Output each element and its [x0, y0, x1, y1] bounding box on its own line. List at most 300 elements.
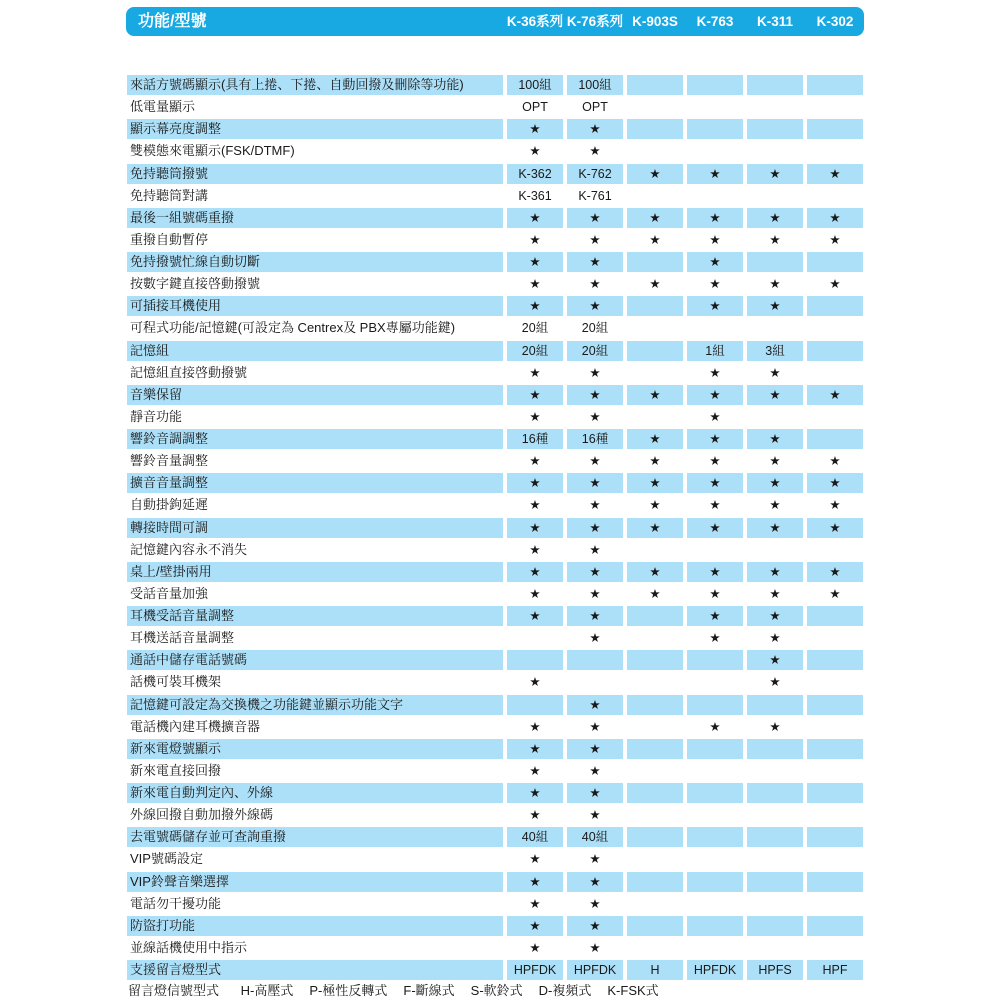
- star-cell: ★: [627, 208, 683, 228]
- star-cell: ★: [709, 631, 721, 645]
- star-cell: ★: [567, 916, 623, 936]
- table-row: [126, 827, 864, 847]
- feature-value-cell: [807, 827, 863, 847]
- feature-label: 可插接耳機使用: [127, 296, 503, 316]
- feature-value-cell: [747, 827, 803, 847]
- header-bar: [126, 7, 864, 36]
- star-cell: ★: [529, 852, 541, 866]
- feature-value-cell: 40組: [507, 827, 563, 847]
- star-cell: ★: [589, 543, 601, 557]
- feature-value-cell: HPFS: [747, 960, 803, 980]
- feature-label: 新來電直接回撥: [130, 763, 222, 778]
- star-cell: ★: [807, 473, 863, 493]
- feature-value-cell: [627, 186, 683, 206]
- star-cell: ★: [747, 606, 803, 626]
- star-cell: ★: [747, 208, 803, 228]
- feature-value-cell: [687, 916, 743, 936]
- table-row: [126, 584, 864, 604]
- legend-footer: [128, 981, 675, 1000]
- feature-value-cell: [687, 827, 743, 847]
- feature-type-label: 功能/型號: [138, 13, 207, 30]
- star-cell: ★: [567, 119, 623, 139]
- table-row: [126, 429, 864, 449]
- star-cell: ★: [507, 562, 563, 582]
- feature-value-cell: [807, 407, 863, 427]
- feature-value-cell: [807, 628, 863, 648]
- feature-value-cell: [807, 805, 863, 825]
- table-row: [126, 628, 864, 648]
- feature-label: 新來電燈號顯示: [127, 739, 503, 759]
- feature-value-cell: HPFDK: [567, 960, 623, 980]
- star-cell: ★: [567, 296, 623, 316]
- star-cell: ★: [709, 233, 721, 247]
- star-cell: ★: [567, 783, 623, 803]
- star-cell: ★: [589, 144, 601, 158]
- table-row: [126, 385, 864, 405]
- star-cell: ★: [627, 429, 683, 449]
- feature-value-cell: [747, 739, 803, 759]
- star-cell: ★: [649, 454, 661, 468]
- star-cell: ★: [687, 164, 743, 184]
- table-row: [126, 341, 864, 361]
- feature-value-cell: [687, 872, 743, 892]
- star-cell: ★: [687, 562, 743, 582]
- feature-value-cell: [807, 761, 863, 781]
- feature-label: 受話音量加強: [130, 586, 209, 601]
- table-row: [126, 252, 864, 272]
- feature-label: 最後一組號碼重撥: [127, 208, 503, 228]
- table-row: [126, 473, 864, 493]
- star-cell: ★: [567, 208, 623, 228]
- star-cell: ★: [687, 385, 743, 405]
- star-cell: ★: [589, 808, 601, 822]
- star-cell: ★: [567, 739, 623, 759]
- star-cell: ★: [589, 233, 601, 247]
- feature-value-cell: [747, 119, 803, 139]
- star-cell: ★: [567, 562, 623, 582]
- feature-value-cell: OPT: [522, 100, 548, 114]
- feature-label: 來話方號碼顯示(具有上捲、下捲、自動回撥及刪除等功能): [127, 75, 503, 95]
- star-cell: ★: [529, 764, 541, 778]
- feature-value-cell: [627, 805, 683, 825]
- feature-label: 免持撥號忙線自動切斷: [127, 252, 503, 272]
- feature-value-cell: K-361: [518, 189, 552, 203]
- feature-value-cell: [807, 363, 863, 383]
- star-cell: ★: [507, 916, 563, 936]
- feature-value-cell: [687, 75, 743, 95]
- star-cell: ★: [747, 562, 803, 582]
- table-row: [126, 186, 864, 206]
- star-cell: ★: [589, 720, 601, 734]
- star-cell: ★: [627, 518, 683, 538]
- feature-label: VIP鈴聲音樂選擇: [127, 872, 503, 892]
- feature-label: 記憶組: [127, 341, 503, 361]
- feature-label: 防盜打功能: [127, 916, 503, 936]
- model-column-header: K-36系列: [506, 14, 564, 29]
- table-row: [126, 849, 864, 869]
- legend-item: F-斷線式: [403, 983, 455, 998]
- feature-value-cell: [627, 407, 683, 427]
- star-cell: ★: [567, 872, 623, 892]
- model-column-header: K-763: [696, 14, 734, 29]
- feature-value-cell: [687, 761, 743, 781]
- star-cell: ★: [709, 498, 721, 512]
- star-cell: ★: [529, 720, 541, 734]
- feature-value-cell: [747, 252, 803, 272]
- feature-value-cell: K-362: [507, 164, 563, 184]
- table-row: [126, 296, 864, 316]
- feature-label: 低電量顯示: [130, 99, 196, 114]
- star-cell: ★: [529, 498, 541, 512]
- star-cell: ★: [529, 233, 541, 247]
- feature-value-cell: [687, 739, 743, 759]
- star-cell: ★: [567, 473, 623, 493]
- feature-value-cell: [627, 341, 683, 361]
- star-cell: ★: [529, 941, 541, 955]
- star-cell: ★: [807, 208, 863, 228]
- star-cell: ★: [567, 518, 623, 538]
- table-row: [126, 717, 864, 737]
- feature-value-cell: [627, 540, 683, 560]
- feature-label: 雙模態來電顯示(FSK/DTMF): [130, 143, 295, 158]
- star-cell: ★: [589, 631, 601, 645]
- feature-value-cell: [627, 606, 683, 626]
- star-cell: ★: [747, 518, 803, 538]
- star-cell: ★: [507, 872, 563, 892]
- star-cell: ★: [507, 606, 563, 626]
- feature-label: 電話勿干擾功能: [130, 896, 222, 911]
- feature-value-cell: [747, 75, 803, 95]
- star-cell: ★: [687, 473, 743, 493]
- feature-value-cell: [807, 429, 863, 449]
- feature-label: 耳機受話音量調整: [127, 606, 503, 626]
- feature-value-cell: [507, 695, 563, 715]
- table-row: [126, 872, 864, 892]
- feature-value-cell: [747, 141, 803, 161]
- table-row: [126, 805, 864, 825]
- feature-value-cell: 16種: [567, 429, 623, 449]
- star-cell: ★: [589, 410, 601, 424]
- feature-value-cell: [747, 894, 803, 914]
- feature-value-cell: [627, 761, 683, 781]
- feature-value-cell: 20組: [567, 341, 623, 361]
- star-cell: ★: [769, 498, 781, 512]
- model-column-header: K-903S: [632, 14, 678, 29]
- feature-label: 耳機送話音量調整: [130, 630, 235, 645]
- star-cell: ★: [829, 233, 841, 247]
- feature-value-cell: [627, 849, 683, 869]
- feature-value-cell: H: [627, 960, 683, 980]
- feature-label: 外線回撥自動加撥外線碼: [130, 807, 274, 822]
- feature-value-cell: [747, 97, 803, 117]
- table-row: [126, 562, 864, 582]
- feature-label: 去電號碼儲存並可查詢重撥: [127, 827, 503, 847]
- table-row: [126, 75, 864, 95]
- feature-label: 擴音音量調整: [127, 473, 503, 493]
- star-cell: ★: [529, 277, 541, 291]
- table-row: [126, 119, 864, 139]
- table-row: [126, 650, 864, 670]
- feature-label: 並線話機使用中指示: [130, 940, 248, 955]
- feature-label: 響鈴音量調整: [130, 453, 209, 468]
- star-cell: ★: [567, 695, 623, 715]
- feature-value-cell: [807, 938, 863, 958]
- star-cell: ★: [829, 454, 841, 468]
- feature-value-cell: [627, 872, 683, 892]
- feature-value-cell: [687, 805, 743, 825]
- star-cell: ★: [567, 606, 623, 626]
- star-cell: ★: [687, 252, 743, 272]
- star-cell: ★: [769, 277, 781, 291]
- star-cell: ★: [807, 562, 863, 582]
- feature-value-cell: 20組: [521, 321, 549, 335]
- star-cell: ★: [687, 429, 743, 449]
- feature-value-cell: [507, 650, 563, 670]
- feature-value-cell: [747, 695, 803, 715]
- star-cell: ★: [589, 498, 601, 512]
- feature-label: 自動掛鉤延遲: [130, 497, 209, 512]
- feature-value-cell: [807, 141, 863, 161]
- table-row: [126, 451, 864, 471]
- star-cell: ★: [589, 897, 601, 911]
- feature-label: 支援留言燈型式: [127, 960, 503, 980]
- feature-value-cell: [747, 938, 803, 958]
- star-cell: ★: [589, 587, 601, 601]
- feature-label: 轉接時間可調: [127, 518, 503, 538]
- feature-value-cell: K-762: [567, 164, 623, 184]
- feature-value-cell: [807, 872, 863, 892]
- legend-item: H-高壓式: [240, 983, 294, 998]
- feature-value-cell: [627, 827, 683, 847]
- feature-value-cell: [687, 695, 743, 715]
- feature-label: 電話機內建耳機擴音器: [130, 719, 261, 734]
- star-cell: ★: [507, 783, 563, 803]
- table-row: [126, 495, 864, 515]
- star-cell: ★: [829, 277, 841, 291]
- table-row: [126, 518, 864, 538]
- feature-value-cell: 3組: [747, 341, 803, 361]
- feature-value-cell: [747, 849, 803, 869]
- feature-value-cell: [687, 318, 743, 338]
- feature-value-cell: [687, 672, 743, 692]
- star-cell: ★: [649, 277, 661, 291]
- star-cell: ★: [747, 385, 803, 405]
- legend-label: 留言燈信號型式: [128, 983, 220, 998]
- star-cell: ★: [589, 454, 601, 468]
- feature-value-cell: [627, 739, 683, 759]
- legend-item: D-複頻式: [538, 983, 592, 998]
- feature-value-cell: [627, 650, 683, 670]
- feature-value-cell: [567, 650, 623, 670]
- star-cell: ★: [709, 454, 721, 468]
- feature-label: 記憶組直接啓動撥號: [130, 365, 248, 380]
- feature-value-cell: [807, 75, 863, 95]
- star-cell: ★: [709, 587, 721, 601]
- feature-value-cell: [807, 540, 863, 560]
- star-cell: ★: [507, 296, 563, 316]
- star-cell: ★: [589, 941, 601, 955]
- table-row: [126, 274, 864, 294]
- feature-label: 桌上/壁掛兩用: [127, 562, 503, 582]
- table-row: [126, 97, 864, 117]
- star-cell: ★: [627, 385, 683, 405]
- table-row: [126, 916, 864, 936]
- feature-value-cell: [747, 407, 803, 427]
- table-row: [126, 672, 864, 692]
- feature-value-cell: [807, 296, 863, 316]
- feature-value-cell: [507, 628, 563, 648]
- table-row: [126, 540, 864, 560]
- star-cell: ★: [627, 473, 683, 493]
- table-row: [126, 141, 864, 161]
- feature-value-cell: 100組: [507, 75, 563, 95]
- star-cell: ★: [747, 650, 803, 670]
- feature-value-cell: [567, 672, 623, 692]
- star-cell: ★: [567, 252, 623, 272]
- table-row: [126, 606, 864, 626]
- star-cell: ★: [687, 296, 743, 316]
- feature-value-cell: [687, 540, 743, 560]
- star-cell: ★: [709, 366, 721, 380]
- feature-value-cell: [627, 363, 683, 383]
- model-column-header: K-311: [756, 14, 794, 29]
- star-cell: ★: [829, 498, 841, 512]
- table-row: [126, 230, 864, 250]
- feature-value-cell: [687, 97, 743, 117]
- feature-value-cell: [747, 186, 803, 206]
- table-row: [126, 164, 864, 184]
- feature-value-cell: [807, 97, 863, 117]
- feature-label: 免持聽筒撥號: [127, 164, 503, 184]
- star-cell: ★: [627, 164, 683, 184]
- star-cell: ★: [807, 518, 863, 538]
- feature-value-cell: [747, 916, 803, 936]
- feature-value-cell: [807, 672, 863, 692]
- feature-label: 音樂保留: [127, 385, 503, 405]
- feature-label: 通話中儲存電話號碼: [127, 650, 503, 670]
- feature-value-cell: [747, 872, 803, 892]
- star-cell: ★: [687, 208, 743, 228]
- feature-label: VIP號碼設定: [130, 851, 203, 866]
- star-cell: ★: [709, 720, 721, 734]
- feature-value-cell: [807, 119, 863, 139]
- table-row: [126, 363, 864, 383]
- feature-value-cell: [687, 186, 743, 206]
- feature-label: 重撥自動暫停: [130, 232, 209, 247]
- feature-value-cell: [807, 695, 863, 715]
- feature-value-cell: 1組: [687, 341, 743, 361]
- star-cell: ★: [529, 808, 541, 822]
- star-cell: ★: [529, 587, 541, 601]
- feature-value-cell: [807, 186, 863, 206]
- feature-label: 新來電自動判定內、外線: [127, 783, 503, 803]
- star-cell: ★: [649, 587, 661, 601]
- feature-value-cell: [687, 894, 743, 914]
- star-cell: ★: [567, 385, 623, 405]
- table-row: [126, 960, 864, 980]
- star-cell: ★: [769, 587, 781, 601]
- feature-value-cell: [627, 97, 683, 117]
- feature-value-cell: [627, 938, 683, 958]
- star-cell: ★: [529, 454, 541, 468]
- feature-label: 靜音功能: [130, 409, 183, 424]
- feature-value-cell: [807, 252, 863, 272]
- feature-value-cell: [687, 119, 743, 139]
- feature-value-cell: [747, 761, 803, 781]
- feature-value-cell: [627, 672, 683, 692]
- feature-value-cell: [687, 783, 743, 803]
- feature-value-cell: [627, 141, 683, 161]
- star-cell: ★: [529, 543, 541, 557]
- star-cell: ★: [769, 720, 781, 734]
- feature-value-cell: HPF: [807, 960, 863, 980]
- feature-value-cell: [747, 805, 803, 825]
- star-cell: ★: [687, 606, 743, 626]
- feature-value-cell: [807, 916, 863, 936]
- feature-label: 話機可裝耳機架: [130, 674, 222, 689]
- feature-value-cell: OPT: [582, 100, 608, 114]
- star-cell: ★: [807, 164, 863, 184]
- star-cell: ★: [589, 277, 601, 291]
- star-cell: ★: [507, 739, 563, 759]
- star-cell: ★: [747, 296, 803, 316]
- legend-item: P-極性反轉式: [309, 983, 388, 998]
- star-cell: ★: [709, 410, 721, 424]
- table-row: [126, 938, 864, 958]
- star-cell: ★: [589, 764, 601, 778]
- feature-value-cell: [687, 650, 743, 670]
- table-row: [126, 208, 864, 228]
- star-cell: ★: [769, 366, 781, 380]
- feature-label: 記憶鍵內容永不消失: [130, 542, 248, 557]
- feature-label: 顯示幕亮度調整: [127, 119, 503, 139]
- feature-label: 按數字鍵直接啓動撥號: [130, 276, 261, 291]
- feature-value-cell: [747, 318, 803, 338]
- star-cell: ★: [769, 675, 781, 689]
- star-cell: ★: [507, 252, 563, 272]
- feature-value-cell: 40組: [567, 827, 623, 847]
- feature-label: 記憶鍵可設定為交換機之功能鍵並顯示功能文字: [127, 695, 503, 715]
- star-cell: ★: [529, 410, 541, 424]
- star-cell: ★: [769, 233, 781, 247]
- feature-value-cell: [747, 783, 803, 803]
- model-column-header: K-76系列: [566, 14, 624, 29]
- table-row: [126, 407, 864, 427]
- star-cell: ★: [687, 518, 743, 538]
- star-cell: ★: [807, 385, 863, 405]
- star-cell: ★: [747, 429, 803, 449]
- table-row: [126, 739, 864, 759]
- star-cell: ★: [589, 852, 601, 866]
- star-cell: ★: [769, 631, 781, 645]
- star-cell: ★: [529, 675, 541, 689]
- table-row: [126, 761, 864, 781]
- feature-value-cell: [627, 695, 683, 715]
- legend-item: K-FSK式: [607, 983, 659, 998]
- feature-value-cell: [807, 739, 863, 759]
- feature-value-cell: [627, 119, 683, 139]
- feature-value-cell: 16種: [507, 429, 563, 449]
- star-cell: ★: [829, 587, 841, 601]
- star-cell: ★: [529, 366, 541, 380]
- feature-value-cell: [627, 296, 683, 316]
- feature-value-cell: [807, 717, 863, 737]
- table-row: [126, 783, 864, 803]
- feature-value-cell: HPFDK: [507, 960, 563, 980]
- table-row: [126, 894, 864, 914]
- feature-label: 免持聽筒對講: [130, 188, 209, 203]
- feature-value-cell: [627, 252, 683, 272]
